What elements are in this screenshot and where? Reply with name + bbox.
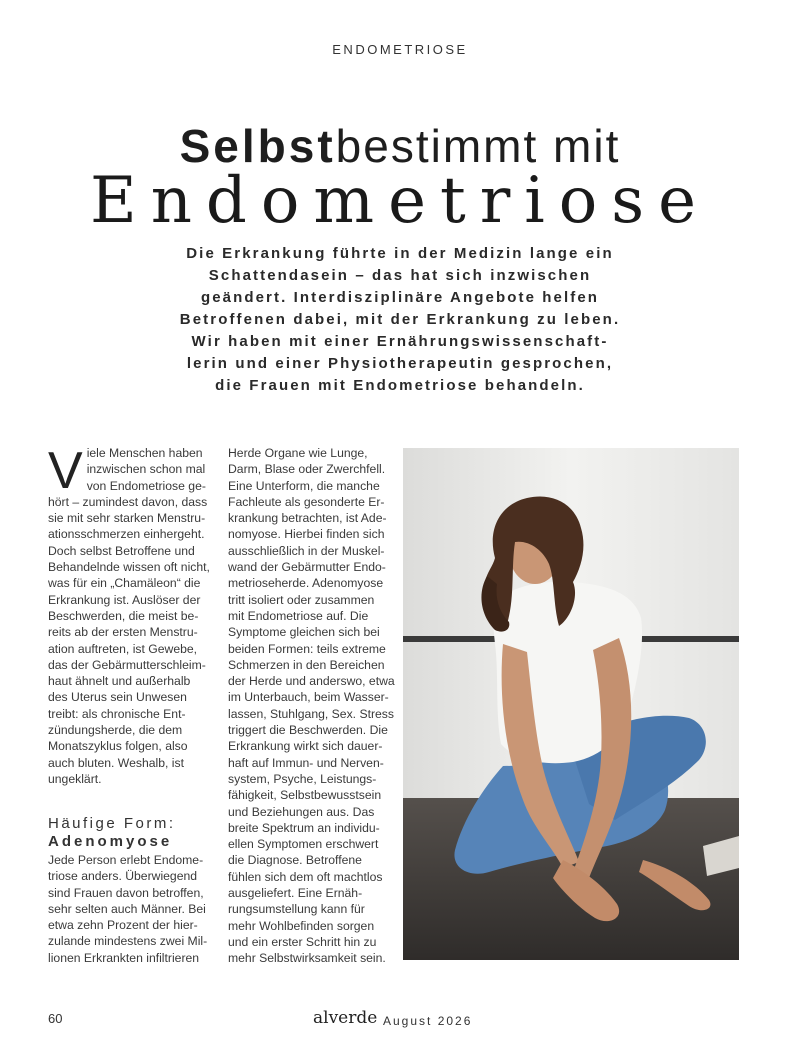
text-line: krankung betrachten, ist Ade-	[228, 511, 387, 526]
text-line: was für ein „Chamäleon“ die	[48, 576, 201, 591]
text-line: breite Spektrum an individu-	[228, 820, 380, 835]
text-line: haft auf Immun- und Nerven-	[228, 755, 384, 770]
text-line: Jede Person erlebt Endome-	[48, 853, 204, 867]
text-line: wand der Gebärmutter Endo-	[228, 560, 386, 575]
text-line: Erkrankung wirkt sich dauer-	[228, 739, 383, 754]
text-line: hört – zumindest davon, dass	[48, 494, 208, 509]
text-line: ationsschmerzen einhergeht.	[48, 527, 205, 542]
text-line: Erkrankung ist. Auslöser der	[48, 592, 201, 607]
headline-light: bestimmt mit	[335, 120, 621, 172]
text-line: triose anders. Überwiegend	[48, 869, 198, 884]
text-line: sehr selten auch Männer. Bei	[48, 901, 206, 916]
text-line: tritt isoliert oder zusammen	[228, 592, 375, 607]
text-line: system, Psyche, Leistungs-	[228, 771, 377, 786]
lead-paragraph	[140, 243, 660, 397]
text-line: fähigkeit, Selbstbewusstsein	[228, 788, 382, 803]
text-line: beiden Formen: teils extreme	[228, 641, 386, 656]
text-line: Herde Organe wie Lunge,	[228, 446, 368, 460]
text-line: triggert die Beschwerden. Die	[228, 723, 388, 738]
text-line: sie mit sehr starken Menstru-	[48, 511, 206, 526]
text-line: ausschließlich in der Muskel-	[228, 543, 385, 558]
page-number: 60	[48, 1011, 63, 1026]
photo-illustration	[403, 448, 739, 960]
lead-line: Wir haben mit einer Ernährungswissenschaft-	[191, 333, 609, 350]
text-line: Beschwerden, die meist be-	[48, 608, 199, 623]
text-line: ation auftreten, ist Gewebe,	[48, 641, 198, 656]
text-line: lassen, Stuhlgang, Sex. Stress	[228, 706, 394, 721]
text-line: Schmerzen in den Bereichen	[228, 657, 385, 672]
body-column-1-continued	[48, 852, 208, 966]
text-line: Symptome gleichen sich bei	[228, 625, 380, 640]
subhead-bold: Adenomyose	[48, 833, 173, 850]
issue-date: August 2026	[383, 1014, 473, 1028]
text-line: sind Frauen davon betroffen,	[48, 885, 204, 900]
brand-logo: alverde	[313, 1008, 378, 1028]
text-line: des Uterus sein Unwesen	[48, 690, 187, 705]
text-line: im Unterbauch, beim Wasser-	[228, 690, 389, 705]
text-line: inzwischen schon mal	[86, 462, 206, 477]
text-line: ausgeliefert. Eine Ernäh-	[228, 886, 363, 901]
text-line: Monatszyklus folgen, also	[48, 739, 188, 754]
kicker: ENDOMETRIOSE	[332, 42, 468, 57]
text-line: ellen Symptomen erschwert	[228, 837, 379, 852]
text-line: Eine Unterform, die manche	[228, 478, 380, 493]
text-line: auch bluten. Weshalb, ist	[48, 755, 184, 770]
headline-line-2: Endometriose	[89, 164, 711, 238]
text-line: metrioseherde. Adenomyose	[228, 576, 384, 591]
text-line: Behandelnde wissen oft nicht,	[48, 560, 210, 575]
section-subhead	[48, 815, 218, 851]
text-line: mit Endometriose auf. Die	[228, 608, 369, 623]
headline-bold: Selbst	[179, 120, 336, 172]
text-line: haut ähnelt und außerhalb	[48, 674, 191, 689]
article-photo	[403, 448, 739, 960]
lead-line: Die Erkrankung führte in der Medizin lange ein	[186, 245, 614, 262]
lead-line: Schattendasein – das hat sich inzwischen	[208, 267, 592, 284]
text-line: iele Menschen haben	[86, 446, 203, 460]
lead-line: lerin und einer Physiotherapeutin gesprochen,	[186, 355, 614, 372]
text-line: reits ab der ersten Menstru-	[48, 625, 198, 640]
text-line: mehr Selbstwirksamkeit sein.	[228, 951, 386, 966]
text-line: von Endometriose ge-	[86, 478, 206, 493]
text-line: die Diagnose. Betroffene	[228, 853, 362, 868]
text-line: das der Gebärmutterschleim-	[48, 657, 206, 672]
subhead-light: Häufige Form:	[48, 815, 176, 832]
text-line: Fachleute als gesonderte Er-	[228, 494, 385, 509]
text-line: Doch selbst Betroffene und	[48, 543, 195, 558]
text-line: lionen Erkrankten infiltrieren	[48, 950, 200, 965]
body-column-2	[228, 445, 395, 967]
lead-line: geändert. Interdisziplinäre Angebote helfen	[200, 289, 600, 306]
text-line: ungeklärt.	[48, 771, 102, 786]
text-line: der Herde und anderswo, etwa	[228, 674, 395, 689]
text-line: Darm, Blase oder Zwerchfell.	[228, 462, 386, 477]
text-line: zulande mindestens zwei Mil-	[48, 934, 208, 949]
text-line: etwa zehn Prozent der hier-	[48, 918, 198, 933]
body-column-1	[48, 442, 210, 787]
text-line: rungsumstellung kann für	[228, 902, 365, 917]
text-line: zündungsherde, die dem	[48, 723, 183, 738]
text-line: mehr Wohlbefinden sorgen	[228, 918, 375, 933]
lead-line: die Frauen mit Endometriose behandeln.	[215, 377, 585, 394]
text-line: treibt: als chronische Ent-	[48, 706, 186, 721]
lead-line: Betroffenen dabei, mit der Erkrankung zu leben.	[179, 311, 621, 328]
text-line: nomyose. Hierbei finden sich	[228, 527, 385, 542]
drop-cap: V	[48, 442, 83, 500]
text-line: und ein erster Schritt hin zu	[228, 934, 377, 949]
text-line: und Beziehungen aus. Das	[228, 804, 375, 819]
text-line: fühlen sich dem oft machtlos	[228, 869, 383, 884]
